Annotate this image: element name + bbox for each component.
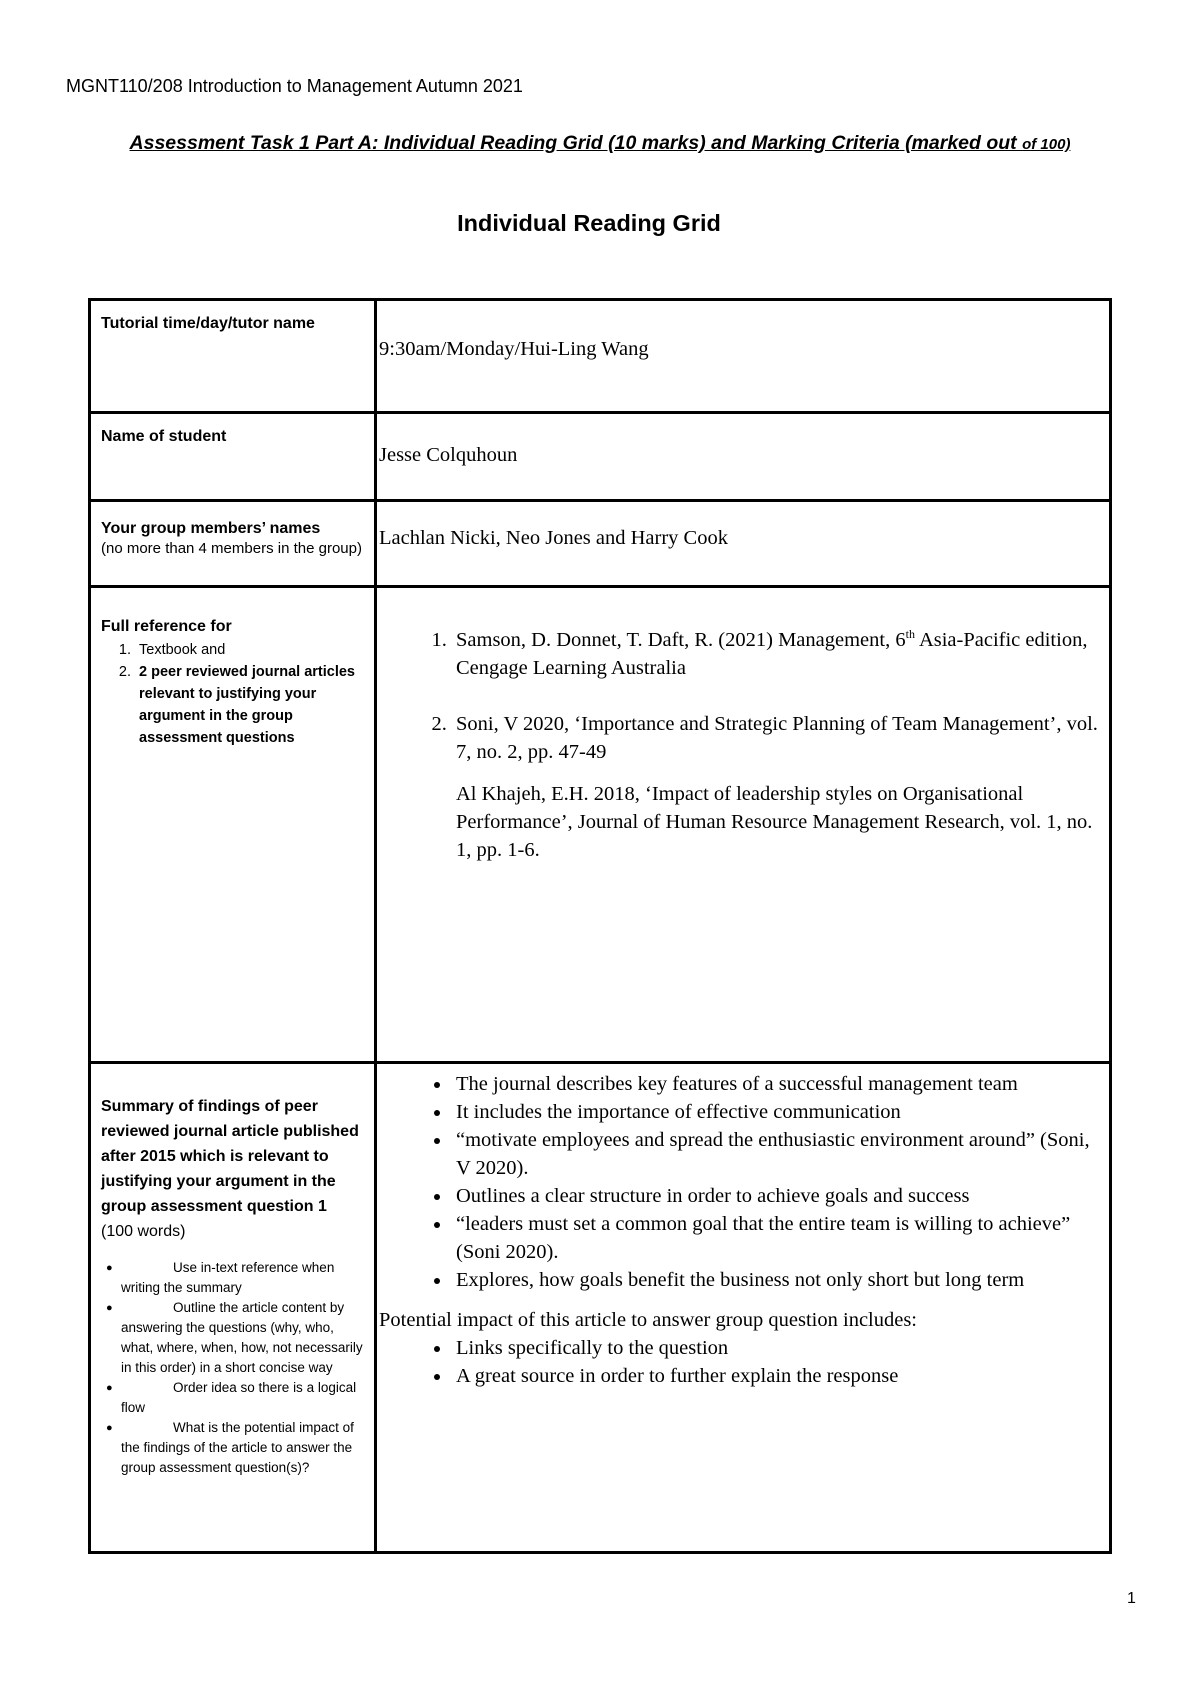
summary-finding: • “motivate employees and spread the enthusiastic environment around” (Soni, V 2020). xyxy=(452,1126,1105,1182)
summary-tip: ● What is the potential impact of the findings of the article to answer the group assessment question(s)? xyxy=(106,1420,354,1475)
reference-row xyxy=(90,587,1111,1063)
summary-findings-list xyxy=(379,1064,1105,1294)
summary-tips-list xyxy=(101,1258,366,1478)
student-value-cell xyxy=(376,413,1111,501)
summary-finding: • “leaders must set a common goal that the entire team is willing to achieve” (Soni 2020). xyxy=(452,1210,1105,1266)
reference-label: Full reference for xyxy=(101,618,232,635)
tutorial-value-cell xyxy=(376,300,1111,413)
summary-finding: • Explores, how goals benefit the business not only short but long term xyxy=(452,1266,1105,1294)
summary-label: Summary of findings of peer reviewed journal article published after 2015 which is relevant to justifying your argument in the group assessment question 1 xyxy=(101,1098,359,1215)
impact-intro: Potential impact of this article to answer group question includes: xyxy=(379,1309,918,1331)
bullet-icon: ● xyxy=(106,1422,113,1434)
reference-item: 1. Samson, D. Donnet, T. Daft, R. (2021) Management, 6th Asia-Pacific edition, Cengage Learning Australia xyxy=(452,620,1105,682)
group-row xyxy=(90,501,1111,587)
summary-finding: • The journal describes key features of a successful management team xyxy=(452,1070,1105,1098)
reading-grid-table xyxy=(88,298,1112,1554)
summary-tip: ● Outline the article content by answering the questions (why, who, what, where, when, how, not necessarily in this order) in a short concise way xyxy=(106,1300,363,1375)
impact-item: • A great source in order to further explain the response xyxy=(452,1362,1105,1390)
reference-requirement-item: 1. Textbook and xyxy=(135,639,366,661)
student-value: Jesse Colquhoun xyxy=(379,444,518,466)
summary-finding: • Outlines a clear structure in order to achieve goals and success xyxy=(452,1182,1105,1210)
bullet-icon: ● xyxy=(106,1302,113,1314)
tutorial-value: 9:30am/Monday/Hui-Ling Wang xyxy=(379,338,649,360)
group-value-cell xyxy=(376,501,1111,587)
bullet-icon: ● xyxy=(106,1262,113,1274)
summary-row xyxy=(90,1063,1111,1553)
summary-tip: ● Order idea so there is a logical flow xyxy=(106,1380,357,1415)
reference-item: 2. Soni, V 2020, ‘Importance and Strategic Planning of Team Management’, vol. 7, no. 2, pp. 47-49 Al Khajeh, E.H. 2018, ‘Impact of leadership styles on Organisational Performance’, Journal of Human Resource Management Research, vol. 1, no. 1, pp. 1-6. xyxy=(452,710,1105,864)
impact-list xyxy=(379,1334,1105,1390)
student-label: Name of student xyxy=(90,413,376,501)
reference-value-cell xyxy=(376,587,1111,1063)
group-value: Lachlan Nicki, Neo Jones and Harry Cook xyxy=(379,527,728,549)
document-header: MGNT110/208 Introduction to Management Autumn 2021 xyxy=(66,76,523,96)
student-row xyxy=(90,413,1111,501)
summary-tip: ● Use in-text reference when writing the summary xyxy=(106,1260,335,1295)
tutorial-row xyxy=(90,300,1111,413)
assessment-title-main: Assessment Task 1 Part A: Individual Reading Grid (10 marks) and Marking Criteria (marked out xyxy=(129,132,1023,154)
assessment-title xyxy=(0,132,1200,155)
group-label: Your group members’ names xyxy=(101,520,321,537)
reference-list xyxy=(379,588,1105,864)
summary-value-cell xyxy=(376,1063,1111,1553)
reference-requirements-list xyxy=(101,639,366,749)
summary-word-limit: (100 words) xyxy=(101,1223,186,1240)
page-number: 1 xyxy=(1127,1590,1136,1607)
assessment-title-suffix: of 100) xyxy=(1022,136,1071,153)
reference-requirement-item: 2. 2 peer reviewed journal articles relevant to justifying your argument in the group assessment questions xyxy=(135,661,366,749)
summary-label-cell xyxy=(90,1063,376,1553)
reference-label-cell xyxy=(90,587,376,1063)
tutorial-label: Tutorial time/day/tutor name xyxy=(90,300,376,413)
group-label-cell xyxy=(90,501,376,587)
impact-item: • Links specifically to the question xyxy=(452,1334,1105,1362)
grid-title: Individual Reading Grid xyxy=(457,210,721,236)
reference-item-extra: Al Khajeh, E.H. 2018, ‘Impact of leadership styles on Organisational Performance’, Journal of Human Resource Management Research, vol. 1, no. 1, pp. 1-6. xyxy=(456,782,1093,861)
bullet-icon: ● xyxy=(106,1382,113,1394)
summary-finding: • It includes the importance of effective communication xyxy=(452,1098,1105,1126)
group-note: (no more than 4 members in the group) xyxy=(101,540,362,557)
